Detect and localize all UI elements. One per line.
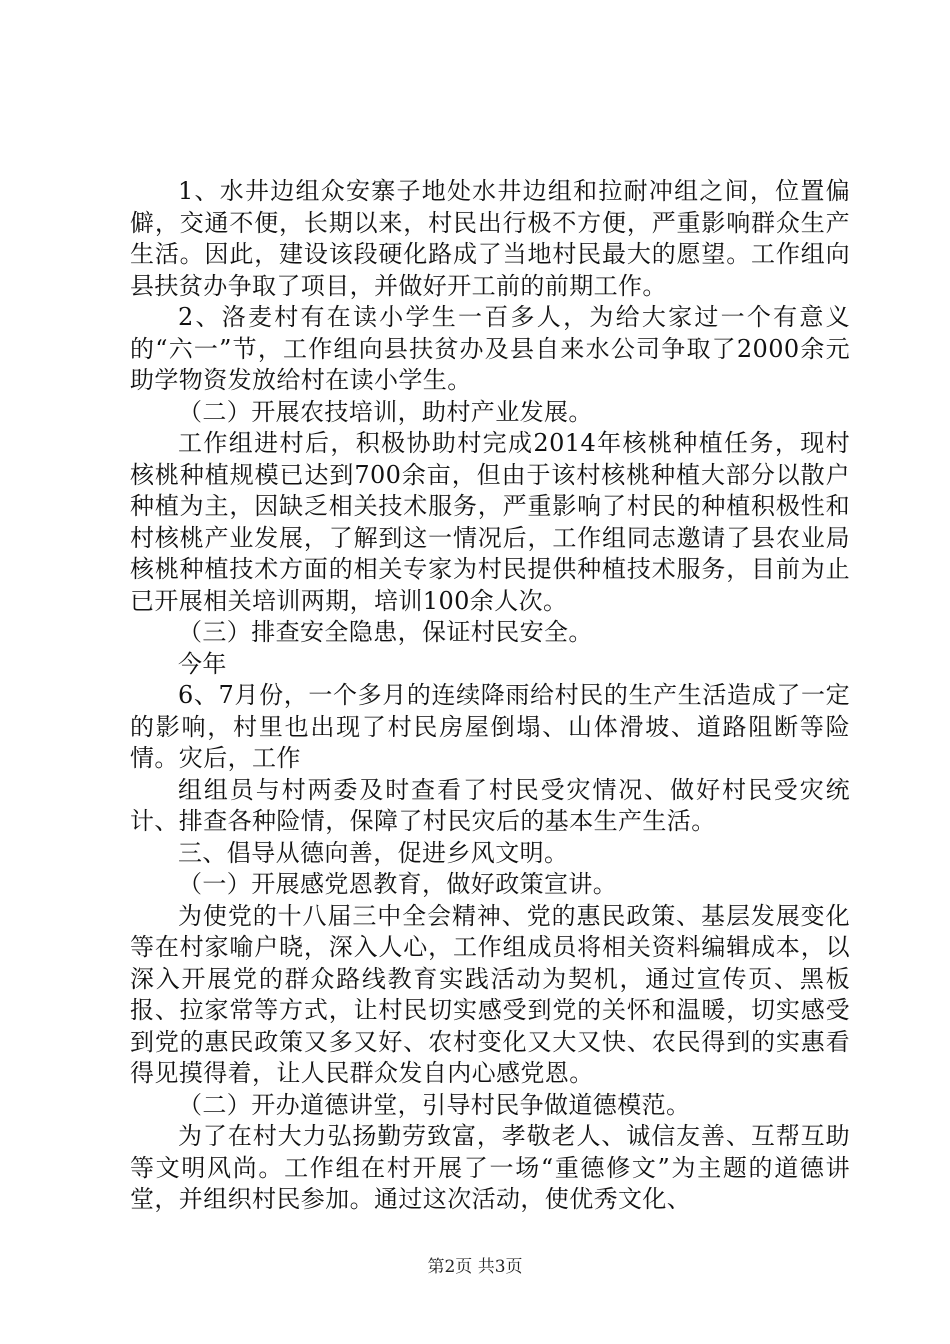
- page-number-footer: 第2页 共3页: [427, 1257, 523, 1277]
- heading-moral-lecture: （二）开办道德讲堂，引导村民争做道德模范。: [178, 1090, 691, 1119]
- heading-safety: （三）排查安全隐患，保证村民安全。: [178, 618, 593, 646]
- paragraph-moral-lecture: 为了在村大力弘扬勤劳致富，孝敬老人、诚信友善、互帮互助等文明风尚。工作组在村开展了一场“重德修文”为主题的道德讲堂，并组织村民参加。通过这次活动，使优秀文化、: [130, 1122, 850, 1213]
- paragraph-road: 1、水井边组众安寨子地处水井边组和拉耐冲组之间，位置偏僻，交通不便，长期以来，村民出行极不方便，严重影响群众生产生活。因此，建设该段硬化路成了当地村民最大的愿望。工作组向县扶贫办争取了项目，并做好开工前的前期工作。: [130, 177, 850, 300]
- paragraph-this-year: 今年: [178, 649, 227, 678]
- paragraph-policy-promotion: 为使党的十八届三中全会精神、党的惠民政策、基层发展变化等在村家喻户晓，深入人心，工作组成员将相关资料编辑成本，以深入开展党的群众路线教育实践活动为契机，通过宣传页、黑板报、拉家常等方式，让村民切实感受到党的关怀和温暖，切实感受到党的惠民政策又多又好、农村变化又大又快、农民得到的实惠看得见摸得着，让人民群众发自内心感党恩。: [130, 901, 850, 1087]
- heading-section-three: 三、倡导从德向善，促进乡风文明。: [178, 838, 569, 867]
- paragraph-rainfall: 6、7月份，一个多月的连续降雨给村民的生产生活造成了一定的影响，村里也出现了村民房屋倒塌、山体滑坡、道路阻断等险情。灾后，工作: [130, 681, 850, 772]
- paragraph-walnut: 工作组进村后，积极协助村完成2014年核桃种植任务，现村核桃种植规模已达到700余亩，但由于该村核桃种植大部分以散户种植为主，因缺乏相关技术服务，严重影响了村民的种植积极性和村核桃产业发展，了解到这一情况后，工作组同志邀请了县农业局核桃种植技术方面的相关专家为村民提供种植技术服务，目前为止已开展相关培训两期，培训100余人次。: [130, 429, 850, 615]
- paragraph-children-day: 2、洛麦村有在读小学生一百多人，为给大家过一个有意义的“六一”节，工作组向县扶贫办及县自来水公司争取了2000余元助学物资发放给村在读小学生。: [130, 303, 850, 394]
- paragraph-disaster-check: 组组员与村两委及时查看了村民受灾情况、做好村民受灾统计、排查各种险情，保障了村民灾后的基本生产生活。: [130, 775, 850, 835]
- heading-gratitude-education: （一）开展感党恩教育，做好政策宣讲。: [178, 870, 618, 898]
- document-body: [130, 176, 850, 1216]
- heading-agri-training: （二）开展农技培训，助村产业发展。: [178, 397, 593, 426]
